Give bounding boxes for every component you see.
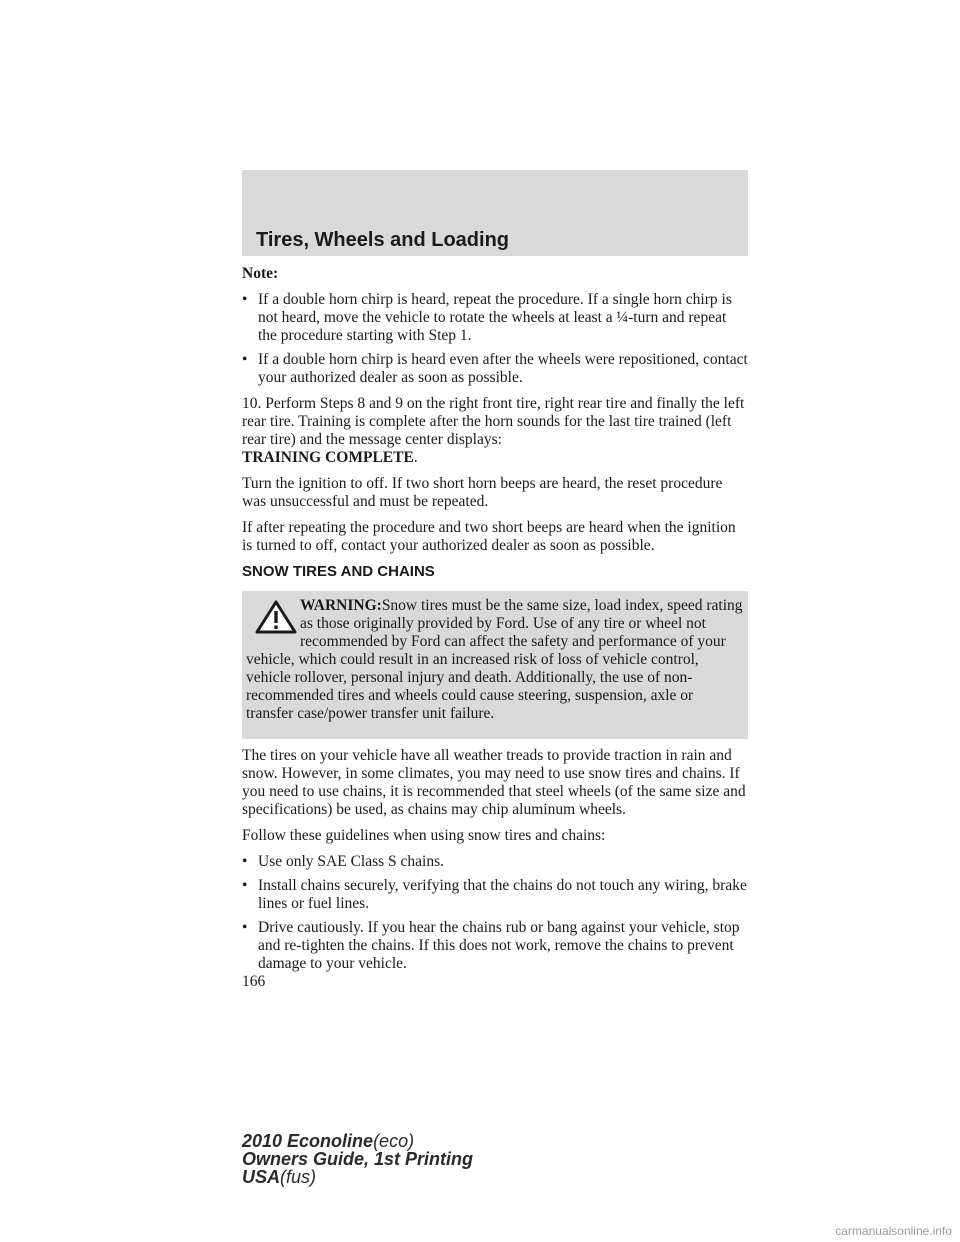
warning-text: Snow tires must be the same size, load index, speed rating as those originally provided by Ford. Use of any tire or wheel not recommended by Ford can affect the safety and performance of your vehicle, which could result in an increased risk of loss of vehicle control, vehicle rollover, personal injury and death. Additionally, the use of non-recommended tires and wheels could cause steering, suspension, axle or transfer case/power transfer unit failure. [246,597,743,722]
warning-paragraph [246,597,744,723]
step-10-paragraph [242,395,748,467]
note-bullet-text: If a double horn chirp is heard, repeat the procedure. If a single horn chirp is not heard, move the vehicle to rotate the wheels at least a ¼-turn and repeat the procedure starting with Step 1. [258,291,732,344]
guideline-item [242,853,748,871]
footer-model-code: (eco) [373,1131,415,1151]
bullet-glyph: • [242,919,248,936]
print-footer [242,1132,473,1186]
note-label: Note: [242,265,279,282]
step-10-period: . [413,449,418,466]
footer-line-1 [242,1132,473,1150]
page-number: 166 [242,973,266,990]
page-content [242,265,748,981]
footer-line-3 [242,1168,473,1186]
note-bullet-list [242,291,748,387]
guidelines-intro: Follow these guidelines when using snow tires and chains: [242,827,606,844]
bullet-glyph: • [242,291,248,308]
note-bullet-item [242,351,748,387]
bullet-glyph: • [242,877,248,894]
step-10-text: 10. Perform Steps 8 and 9 on the right front tire, right rear tire and finally the left rear tire. Training is complete after the horn sounds for the last tire trained (left rear tire) and the message center displays: [242,395,745,448]
warning-label: WARNING: [300,597,382,614]
guideline-text: Install chains securely, verifying that the chains do not touch any wiring, brake lines or fuel lines. [258,877,747,912]
traction-paragraph: The tires on your vehicle have all weather treads to provide traction in rain and snow. However, in some climates, you may need to use snow tires and chains. If you need to use chains, it is recommended that steel wheels (of the same size and specifications) be used, as chains may chip aluminum wheels. [242,747,746,818]
bullet-glyph: • [242,351,248,368]
footer-line-2: Owners Guide, 1st Printing [242,1149,474,1169]
guideline-item [242,877,748,913]
repeat-dealer-paragraph: If after repeating the procedure and two short beeps are heard when the ignition is turned to off, contact your authorized dealer as soon as possible. [242,519,736,554]
training-complete-message: TRAINING COMPLETE [242,449,414,466]
guidelines-bullet-list [242,853,748,973]
footer-model: 2010 Econoline [242,1131,374,1151]
snow-tires-heading: SNOW TIRES AND CHAINS [242,563,435,580]
note-bullet-item [242,291,748,345]
warning-box [242,591,748,739]
guideline-text: Drive cautiously. If you hear the chains rub or bang against your vehicle, stop and re-tighten the chains. If this does not work, remove the chains to prevent damage to your vehicle. [258,919,740,972]
site-watermark: carmanualsonline.info [835,1224,952,1238]
footer-market: USA [242,1167,281,1187]
ignition-off-paragraph: Turn the ignition to off. If two short horn beeps are heard, the reset procedure was unsuccessful and must be repeated. [242,475,723,510]
section-title: Tires, Wheels and Loading [256,229,510,251]
note-bullet-text: If a double horn chirp is heard even after the wheels were repositioned, contact your authorized dealer as soon as possible. [258,351,748,386]
warning-triangle-icon [254,599,298,635]
footer-market-code: (fus) [280,1167,317,1187]
guideline-item [242,919,748,973]
section-header-band [242,170,748,256]
bullet-glyph: • [242,853,248,870]
guideline-text: Use only SAE Class S chains. [258,853,444,870]
